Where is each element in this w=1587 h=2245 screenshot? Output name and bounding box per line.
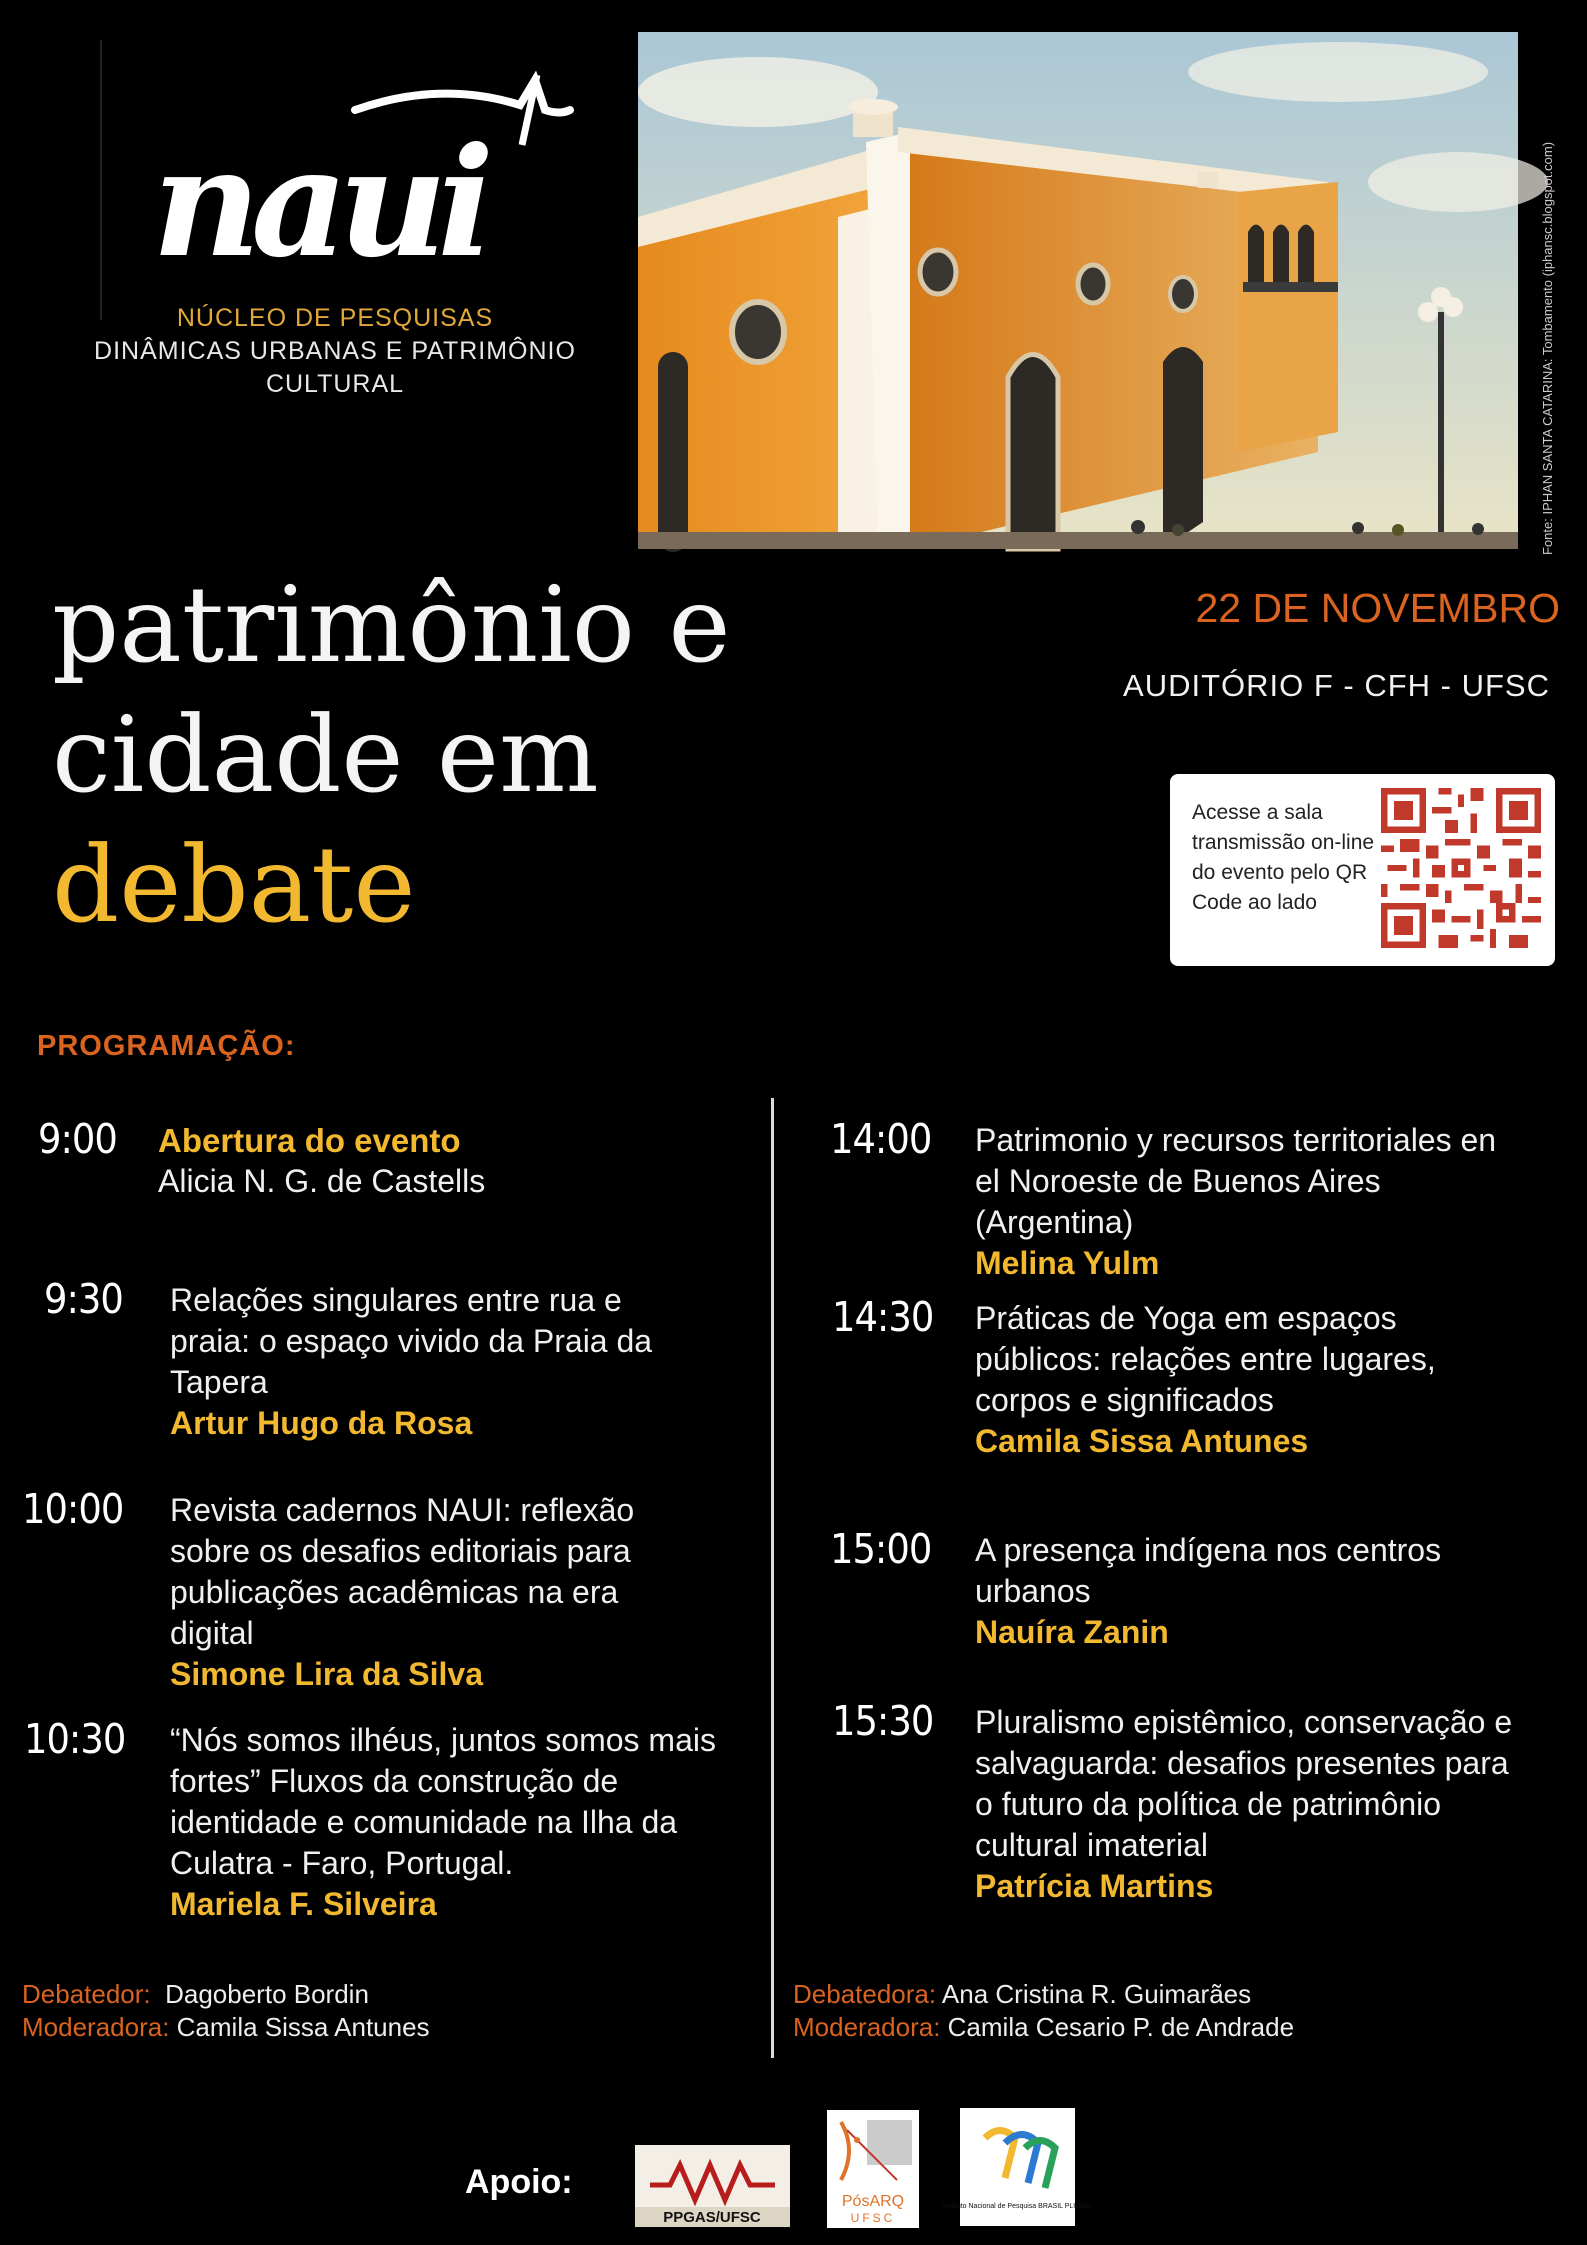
schedule-item bbox=[975, 1298, 1436, 1462]
schedule-item bbox=[170, 1490, 634, 1695]
schedule-item bbox=[975, 1702, 1512, 1907]
moderadora-name: Camila Sissa Antunes bbox=[176, 2012, 430, 2042]
schedule-item bbox=[975, 1120, 1496, 1284]
talk-title-line: corpos e significados bbox=[975, 1382, 1274, 1418]
talk-title-line: Relações singulares entre rua e bbox=[170, 1282, 622, 1318]
debatedora-line bbox=[793, 1978, 1294, 2011]
posarq-top: PósARQ bbox=[841, 2193, 905, 2210]
title-line3: debate bbox=[52, 824, 416, 946]
speaker-name: Camila Sissa Antunes bbox=[975, 1423, 1309, 1459]
debatedora-name: Ana Cristina R. Guimarães bbox=[941, 1979, 1252, 2009]
talk-title-line: fortes” Fluxos da construção de bbox=[170, 1763, 619, 1799]
talk-title-line: Pluralismo epistêmico, conservação e bbox=[975, 1704, 1513, 1740]
talk-title-line: cultural imaterial bbox=[975, 1827, 1208, 1863]
qr-card[interactable] bbox=[1170, 774, 1555, 966]
title-line1: patrimônio e bbox=[52, 564, 731, 686]
event-date: 22 DE NOVEMBRO bbox=[1195, 585, 1560, 631]
speaker-name: Nauíra Zanin bbox=[975, 1614, 1169, 1650]
talk-title-line: praia: o espaço vivido da Praia da bbox=[170, 1323, 653, 1359]
talk-title-line: digital bbox=[170, 1615, 254, 1651]
talk-title-line: Práticas de Yoga em espaços bbox=[975, 1300, 1397, 1336]
talk-title-line: A presença indígena nos centros bbox=[975, 1532, 1442, 1568]
talk-title-line: (Argentina) bbox=[975, 1204, 1134, 1240]
schedule-item bbox=[170, 1280, 652, 1444]
speaker-name: Artur Hugo da Rosa bbox=[170, 1405, 473, 1441]
speaker-name: Mariela F. Silveira bbox=[170, 1886, 437, 1922]
naui-logo bbox=[140, 70, 580, 290]
talk-title-line: publicações acadêmicas na era bbox=[170, 1574, 619, 1610]
title-line2: cidade em bbox=[52, 694, 599, 816]
moderadora-label: Moderadora: bbox=[793, 2012, 941, 2042]
talk-title-line: Revista cadernos NAUI: reflexão bbox=[170, 1492, 635, 1528]
nucleo-title bbox=[70, 302, 600, 401]
speaker-name: Alicia N. G. de Castells bbox=[158, 1163, 486, 1199]
qr-code-icon[interactable] bbox=[1381, 788, 1541, 948]
talk-title-line: urbanos bbox=[975, 1573, 1091, 1609]
photo-credit: Fonte: IPHAN SANTA CATARINA: Tombamento (iphansc.blogspot.com) bbox=[1540, 141, 1555, 555]
programacao-label: PROGRAMAÇÃO: bbox=[37, 1030, 296, 1062]
talk-title: Abertura do evento bbox=[158, 1122, 461, 1159]
debatedora-label: Debatedora: bbox=[793, 1979, 937, 2009]
column-divider bbox=[771, 1098, 774, 2058]
posarq-logo bbox=[827, 2110, 919, 2228]
debatedor-line bbox=[22, 1978, 430, 2011]
footer-left bbox=[22, 1978, 430, 2044]
schedule-item bbox=[975, 1530, 1441, 1653]
ppgas-text: PPGAS/UFSC bbox=[663, 2209, 761, 2226]
debatedor-label: Debatedor: bbox=[22, 1979, 151, 2009]
talk-title-line: Tapera bbox=[170, 1364, 268, 1400]
inst-text: Instituto Nacional de Pesquisa BRASIL PLURAL bbox=[942, 2203, 1092, 2210]
qr-instructions: Acesse a sala transmissão on-line do evento pelo QR Code ao lado bbox=[1192, 801, 1375, 914]
inst-brasil-plural-logo bbox=[942, 2108, 1092, 2226]
talk-title-line: o futuro da política de patrimônio bbox=[975, 1786, 1442, 1822]
talk-title-line: Patrimonio y recursos territoriales en bbox=[975, 1122, 1497, 1158]
schedule-item bbox=[158, 1120, 485, 1202]
footer-right bbox=[793, 1978, 1294, 2044]
nucleo-line3: CULTURAL bbox=[265, 370, 405, 398]
talk-title-line: identidade e comunidade na Ilha da bbox=[170, 1804, 678, 1840]
time-slot: 10:30 bbox=[24, 1715, 126, 1763]
time-slot: 9:00 bbox=[38, 1115, 117, 1163]
building-photo bbox=[638, 32, 1518, 549]
talk-title-line: públicos: relações entre lugares, bbox=[975, 1341, 1436, 1377]
debatedor-name: Dagoberto Bordin bbox=[165, 1979, 369, 2009]
logo-divider bbox=[100, 40, 102, 320]
time-slot: 14:00 bbox=[830, 1115, 932, 1163]
moderadora-line bbox=[793, 2011, 1294, 2044]
apoio-label: Apoio: bbox=[465, 2163, 573, 2201]
talk-title-line: Culatra - Faro, Portugal. bbox=[170, 1845, 514, 1881]
talk-title-line: sobre os desafios editoriais para bbox=[170, 1533, 631, 1569]
speaker-name: Patrícia Martins bbox=[975, 1868, 1214, 1904]
speaker-name: Melina Yulm bbox=[975, 1245, 1160, 1281]
talk-title-line: “Nós somos ilhéus, juntos somos mais bbox=[170, 1722, 716, 1758]
logo-text: naui bbox=[152, 115, 485, 291]
time-slot: 9:30 bbox=[44, 1275, 123, 1323]
ppgas-logo bbox=[635, 2145, 790, 2227]
time-slot: 14:30 bbox=[832, 1293, 934, 1341]
schedule-item bbox=[170, 1720, 716, 1925]
moderadora-line bbox=[22, 2011, 430, 2044]
event-place: AUDITÓRIO F - CFH - UFSC bbox=[1123, 668, 1550, 703]
nucleo-line2: DINÂMICAS URBANAS E PATRIMÔNIO bbox=[94, 337, 576, 365]
event-title bbox=[52, 560, 731, 950]
moderadora-name: Camila Cesario P. de Andrade bbox=[947, 2012, 1295, 2042]
posarq-bottom: UFSC bbox=[850, 2211, 896, 2225]
time-slot: 10:00 bbox=[22, 1485, 124, 1533]
nucleo-line1: NÚCLEO DE PESQUISAS bbox=[176, 304, 494, 332]
talk-title-line: el Noroeste de Buenos Aires bbox=[975, 1163, 1381, 1199]
talk-title-line: salvaguarda: desafios presentes para bbox=[975, 1745, 1509, 1781]
speaker-name: Simone Lira da Silva bbox=[170, 1656, 483, 1692]
time-slot: 15:30 bbox=[832, 1697, 934, 1745]
moderadora-label: Moderadora: bbox=[22, 2012, 170, 2042]
time-slot: 15:00 bbox=[830, 1525, 932, 1573]
